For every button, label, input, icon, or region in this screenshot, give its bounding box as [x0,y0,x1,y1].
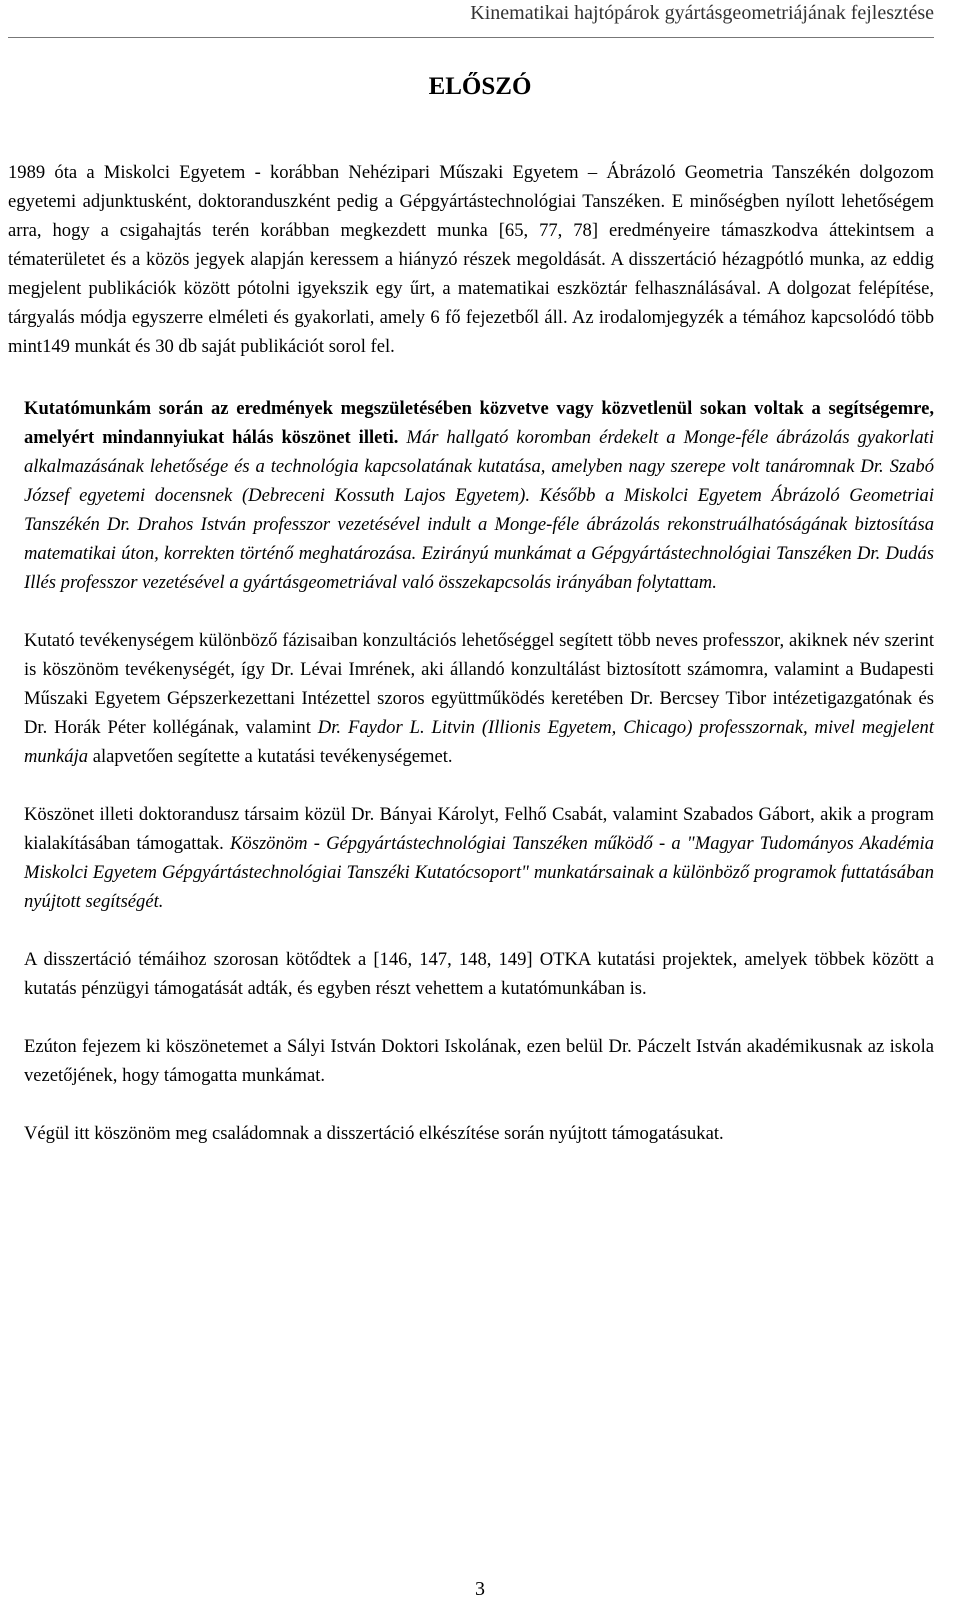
paragraph-4 [8,800,934,916]
paragraph-1 [8,158,934,361]
header-rule [8,37,934,38]
page-number: 3 [475,1578,485,1600]
main-content [8,158,934,1177]
paragraph-2-bold: Kutatómunkám során az eredmények megszületésében közvetve vagy közvetlenül sokan voltak a segítségemre, amelyért mindannyiukat hálás köszönet illeti. [24,398,934,448]
paragraph-2-italic: Már hallgató koromban érdekelt a Monge-féle ábrázolás gyakorlati alkalmazásának lehetősége és a technológia kapcsolatának kutatása, amelyben nagy szerepe volt tanáromnak Dr. Szabó József egyetemi docensnek (Debreceni Kossuth Lajos Egyetem). Később a Miskolci Egyetem Ábrázoló Geometriai Tanszékén Dr. Drahos István professzor vezetésével indult a Monge-féle ábrázolás rekonstruálhatóságának biztosítása matematikai úton, korrekten történő meghatározása. Ezirányú munkámat a Gépgyártástechnológiai Tanszéken Dr. Dudás Illés professzor vezetésével a gyártásgeometriával való összekapcsolás irányában folytattam. [24,427,934,593]
paragraph-3-italic: Dr. Faydor L. Litvin (Illionis Egyetem, Chicago) professzornak, mivel megjelent munkája [24,717,934,767]
paragraph-7: Végül itt köszönöm meg családomnak a disszertáció elkészítése során nyújtott támogatásukat. [24,1123,724,1144]
paragraph-6: Ezúton fejezem ki köszönetemet a Sályi István Doktori Iskolának, ezen belül Dr. Páczelt István akadémikusnak az iskola vezetőjének, hogy támogatta munkámat. [24,1036,934,1086]
paragraph-3-normal-2: alapvetően segítette a kutatási tevékenységemet. [88,746,453,767]
paragraph-1-part-1: 1989 óta a Miskolci Egyetem - korábban Nehézipari Műszaki Egyetem – Ábrázoló Geometria Tanszékén dolgozom egyetemi adjunktusként, doktoranduszként pedig a Gépgyártástechnológiai Tanszéken. E minőségben nyílott lehetőségem arra, hogy a csigahajtás terén korábban megkezdett munka [65, 77, 78] eredményeire támaszkodva áttekintsem a tématerületet és a közös jegyek alapján keressem a hiányzó részek megoldását. [8,162,934,270]
paragraph-2 [8,394,934,597]
paragraph-4-normal: Köszönet illeti doktorandusz társaim közül Dr. Bányai Károlyt, Felhő Csabát, valamint Szabados Gábort, akik a program kialakításában támogattak. [24,804,934,854]
running-header: Kinematikai hajtópárok gyártásgeometriájának fejlesztése [470,2,934,24]
paragraph-3 [8,626,934,771]
paragraph-5: A disszertáció témáihoz szorosan kötődtek a [146, 147, 148, 149] OTKA kutatási projektek, amelyek többek között a kutatás pénzügyi támogatását adták, és egyben részt vehettem a kutatómunkában is. [24,949,934,999]
paragraph-1-part-2: A disszertáció hézagpótló munka, az eddig megjelent publikációk között pótolni igyekszik egy űrt, a matematikai eszköztár felhasználásával. A dolgozat felépítése, tárgyalás módja egyszerre elméleti és gyakorlati, amely 6 fő fejezetből áll. Az irodalomjegyzék a témához kapcsolódó több mint149 munkát és 30 db saját publikációt sorol fel. [8,249,934,357]
page-title: ELŐSZÓ [428,73,532,100]
paragraph-3-normal-1: Kutató tevékenységem különböző fázisaiban konzultációs lehetőséggel segített több neves professzor, akiknek név szerint is köszönöm tevékenységét, így Dr. Lévai Imrének, aki állandó konzultálást biztosított számomra, valamint a Budapesti Műszaki Egyetem Gépszerkezettani Intézettel szoros együttműködés keretében Dr. Bercsey Tibor intézetigazgatónak és Dr. Horák Péter kollégának, valamint [24,630,934,738]
paragraph-4-italic: Köszönöm - Gépgyártástechnológiai Tanszéken működő - a "Magyar Tudományos Akadémia Miskolci Egyetem Gépgyártástechnológiai Tanszéki Kutatócsoport" munkatársainak a különböző programok futtatásában nyújtott segítségét. [24,833,934,912]
